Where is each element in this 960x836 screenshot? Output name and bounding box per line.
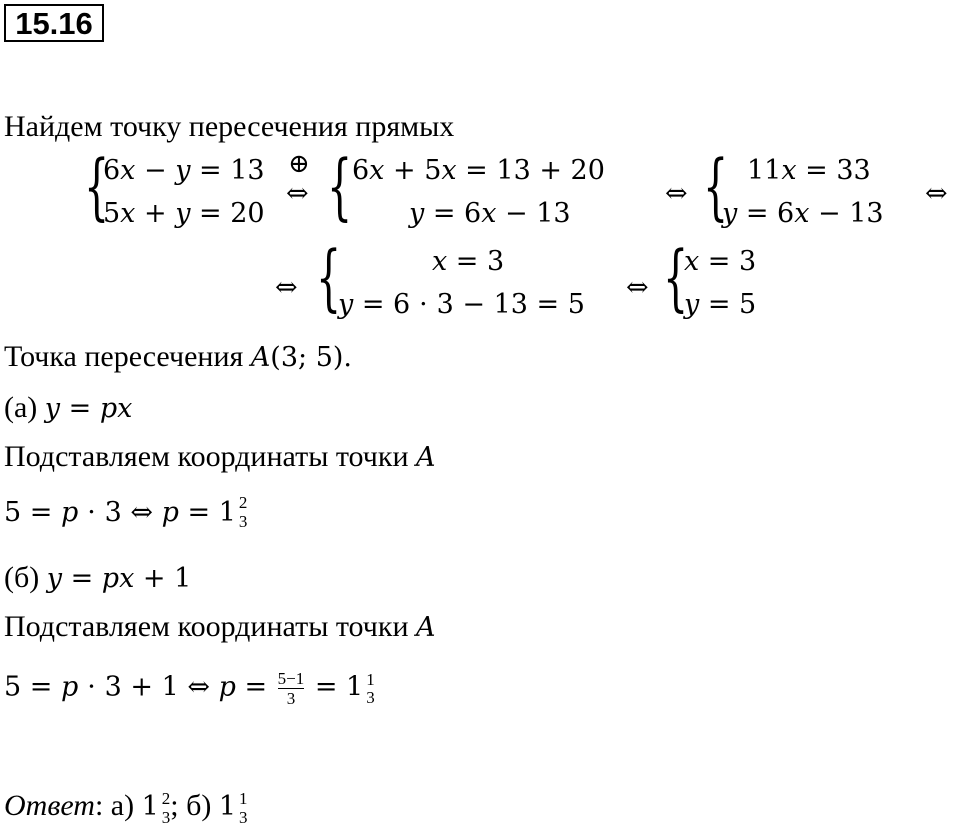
answer-label: Ответ bbox=[4, 789, 95, 823]
part-a-equation: 𝑦 = 𝑝𝑥 bbox=[44, 393, 133, 424]
equiv-symbol: ⇔ bbox=[665, 178, 688, 209]
equiv-symbol: ⇔ bbox=[925, 178, 948, 209]
part-b-fraction-2 bbox=[366, 671, 375, 708]
system-1-row-1: 6𝑥 − 𝑦 = 13 bbox=[103, 155, 265, 186]
system-5-row-2: 𝑦 = 5 bbox=[684, 289, 757, 320]
part-a-label: (а) bbox=[4, 391, 45, 424]
intersection-line bbox=[4, 342, 352, 372]
part-a-substitute bbox=[4, 442, 436, 472]
answer-line bbox=[4, 790, 248, 827]
fraction-numerator: 1 bbox=[239, 789, 248, 808]
fraction-numerator: 5−1 bbox=[277, 669, 305, 688]
brace-system-3: { bbox=[703, 144, 729, 228]
fraction-denominator: 3 bbox=[278, 688, 305, 708]
system-2-row-2: 𝑦 = 6𝑥 − 13 bbox=[409, 198, 571, 229]
answer-a-whole: 1 bbox=[141, 791, 159, 823]
system-1-row-2: 5𝑥 + 𝑦 = 20 bbox=[103, 198, 265, 229]
part-a-substitute-text: Подставляем координаты точки bbox=[4, 440, 417, 473]
oplus-symbol: ⊕ bbox=[288, 149, 310, 179]
part-a-header bbox=[4, 393, 132, 423]
part-a-calc bbox=[4, 493, 248, 533]
fraction-denominator: 3 bbox=[239, 807, 248, 827]
answer-b-whole: 1 bbox=[218, 791, 237, 823]
intersection-text: Точка пересечения bbox=[4, 340, 251, 373]
system-3-row-1: 11𝑥 = 33 bbox=[747, 155, 871, 186]
answer-b-fraction bbox=[239, 790, 248, 827]
equiv-symbol: ⇔ bbox=[626, 272, 649, 303]
equiv-symbol: ⇔ bbox=[275, 272, 298, 303]
intersection-point: 𝐴(3; 5). bbox=[250, 342, 352, 373]
answer-a-fraction bbox=[162, 790, 171, 827]
fraction-denominator: 3 bbox=[238, 511, 248, 531]
fraction-denominator: 3 bbox=[161, 807, 171, 827]
task-number: 15.16 bbox=[4, 4, 104, 42]
part-b-header bbox=[4, 563, 191, 593]
part-a-point: 𝐴 bbox=[416, 442, 436, 473]
part-b-calc bbox=[4, 670, 375, 708]
answer-sep: ; б) bbox=[170, 789, 219, 823]
answer-colon: : а) bbox=[94, 789, 142, 823]
part-a-fraction bbox=[239, 494, 248, 531]
part-a-calc-text: 5 = 𝑝 ⋅ 3 ⇔ 𝑝 = 1 bbox=[4, 497, 236, 529]
part-b-equation: 𝑦 = 𝑝𝑥 + 1 bbox=[46, 563, 192, 594]
system-3-row-2: 𝑦 = 6𝑥 − 13 bbox=[722, 198, 884, 229]
brace-system-1: { bbox=[84, 144, 110, 228]
intro-text: Найдем точку пересечения прямых bbox=[4, 110, 455, 143]
fraction-numerator: 2 bbox=[161, 789, 171, 808]
system-4-row-2: 𝑦 = 6 ⋅ 3 − 13 = 5 bbox=[338, 289, 585, 320]
part-b-substitute bbox=[4, 612, 436, 642]
brace-system-5: { bbox=[663, 235, 689, 319]
brace-system-4: { bbox=[316, 235, 342, 319]
fraction-numerator: 2 bbox=[238, 493, 248, 512]
part-b-label: (б) bbox=[4, 561, 47, 594]
part-b-calc-mid: = 1 bbox=[306, 671, 364, 703]
fraction-denominator: 3 bbox=[366, 688, 375, 708]
system-4-row-1: 𝑥 = 3 bbox=[432, 246, 505, 277]
system-5-row-1: 𝑥 = 3 bbox=[684, 246, 757, 277]
part-b-substitute-text: Подставляем координаты точки bbox=[4, 610, 417, 643]
brace-system-2: { bbox=[327, 144, 353, 228]
system-2-row-1: 6𝑥 + 5𝑥 = 13 + 20 bbox=[352, 155, 605, 186]
equiv-symbol: ⇔ bbox=[286, 178, 309, 209]
part-b-calc-text: 5 = 𝑝 ⋅ 3 + 1 ⇔ 𝑝 = bbox=[4, 671, 276, 703]
part-b-fraction-1 bbox=[278, 670, 305, 708]
part-b-point: 𝐴 bbox=[416, 612, 436, 643]
fraction-numerator: 1 bbox=[366, 669, 375, 689]
